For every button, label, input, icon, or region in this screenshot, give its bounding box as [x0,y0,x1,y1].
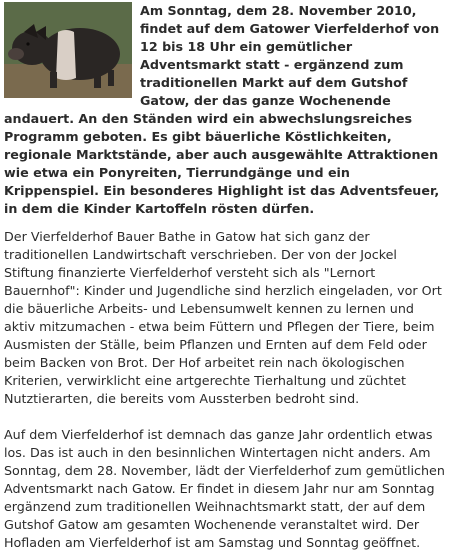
article-lead: Am Sonntag, dem 28. November 2010, findet auf dem Gatower Vierfelderhof von 12 bis 18 Uhr ein gemütlicher Adventsmarkt statt - ergänzend zum traditionellen Markt auf dem Gutshof Gatow, der das ganze Wochenende andauert. An den Ständen wird ein abwechslungsreiches Programm geboten. Es gibt bäuerliche Köstlichkeiten, regionale Marktstände, aber auch ausgewählte Attraktionen wie etwa ein Ponyreiten, Tierrundgänge und ein Krippenspiel. Ein besonderes Highlight ist das Adventsfeuer, in dem die Kinder Kartoffeln rösten dürfen. [4,3,440,216]
pig-illustration [4,2,132,98]
article-paragraph-1: Der Vierfelderhof Bauer Bathe in Gatow hat sich ganz der traditionellen Landwirtschaft verschrieben. Der von der Jockel Stiftung finanzierte Vierfelderhof versteht sich als "Lernort Bauernhof": Kinder und Jugendliche sind herzlich eingeladen, vor Ort die bäuerliche Arbeits- und Lebensumwelt kennen zu lernen und aktiv mitzumachen - etwa beim Füttern und Pflegen der Tiere, beim Ausmisten der Ställe, beim Pflanzen und Ernten auf dem Feld oder beim Backen von Brot. Der Hof arbeitet rein nach ökologischen Kriterien, verwirklicht eine artgerechte Tierhaltung und züchtet Nutztierarten, die bereits vom Aussterben bedroht sind. [4,229,442,406]
article-paragraph-2: Auf dem Vierfelderhof ist demnach das ganze Jahr ordentlich etwas los. Das ist auch in den besinnlichen Wintertagen nicht anders. Am Sonntag, dem 28. November, lädt der Vierfelderhof zum gemütlichen Adventsmarkt nach Gatow. Er findet in diesem Jahr nur am Sonntag ergänzend zum traditionellen Weihnachtsmarkt statt, der auf dem Gutshof Gatow am gesamten Wochenende veranstaltet wird. Der Hofladen am Vierfelderhof ist am Samstag und Sonntag geöffnet. [4,427,445,550]
article [4,2,446,552]
pig-photo [4,2,132,98]
